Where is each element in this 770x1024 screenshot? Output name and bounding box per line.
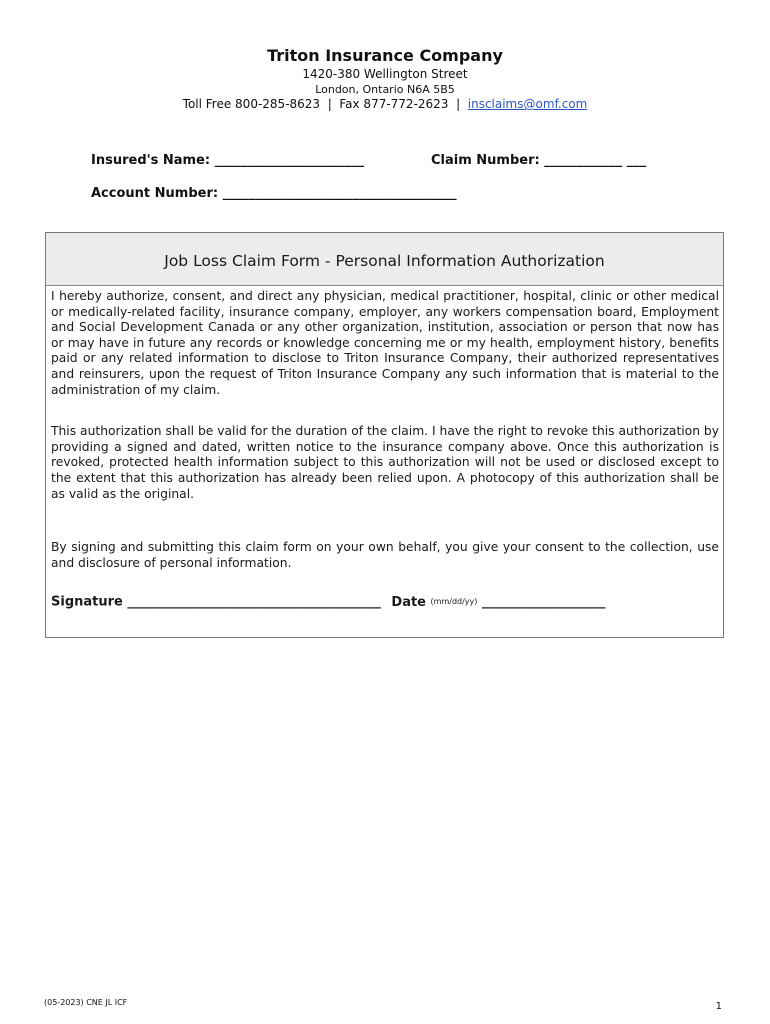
phone-fax: Toll Free 800-285-8623 | Fax 877-772-2623 |	[182, 97, 468, 111]
account-number-field[interactable]: Account Number: ____________________________________	[91, 186, 457, 201]
date-field[interactable]: ___________________	[481, 594, 606, 610]
page-number: 1	[715, 1001, 722, 1012]
form-title: Job Loss Claim Form - Personal Information Authorization	[164, 252, 605, 270]
authorization-box	[45, 232, 724, 638]
form-title-bar	[46, 233, 723, 286]
claim-number-field[interactable]: Claim Number: ____________ ___	[431, 153, 647, 168]
email-link[interactable]: insclaims@omf.com	[467, 97, 588, 111]
city-address: London, Ontario N6A 5B5	[315, 83, 455, 96]
letterhead	[0, 46, 770, 112]
insured-name-field[interactable]: Insured's Name: _______________________	[91, 153, 365, 168]
street-address: 1420-380 Wellington Street	[302, 67, 468, 81]
form-code: (05-2023) CNE JL ICF	[44, 998, 128, 1007]
authorization-paragraph: I hereby authorize, consent, and direct any physician, medical practitioner, hospital, clinic or other medical or medically-related facility, insurance company, employer, any workers compensation board, Employment and Social Development Canada or any other organization, institution, association or person that now has or may have in future any records or knowledge concerning me or my health, employment history, benefits paid or any related information to disclose to Triton Insurance Company, their authorized representatives and reinsurers, upon the request of Triton Insurance Company any such information that is material to the administration of my claim.	[51, 289, 719, 397]
company-name: Triton Insurance Company	[267, 46, 503, 65]
signature-field[interactable]: Signature _______________________________________	[51, 594, 381, 610]
contact-line	[0, 97, 770, 112]
date-format: (mm/dd/yy)	[430, 597, 478, 607]
authorization-text	[46, 286, 723, 610]
validity-paragraph: This authorization shall be valid for the duration of the claim. I have the right to revoke this authorization by providing a signed and dated, written notice to the insurance company above. Once this authorization is revoked, protected health information subject to this authorization will not be used or disclosed except to the extent that this authorization has already been relied upon. A photocopy of this authorization shall be as valid as the original.	[51, 424, 719, 501]
signature-row	[51, 594, 719, 610]
date-label: Date	[391, 594, 427, 610]
consent-paragraph: By signing and submitting this claim form on your own behalf, you give your consent to the collection, use and disclosure of personal information.	[51, 540, 719, 570]
